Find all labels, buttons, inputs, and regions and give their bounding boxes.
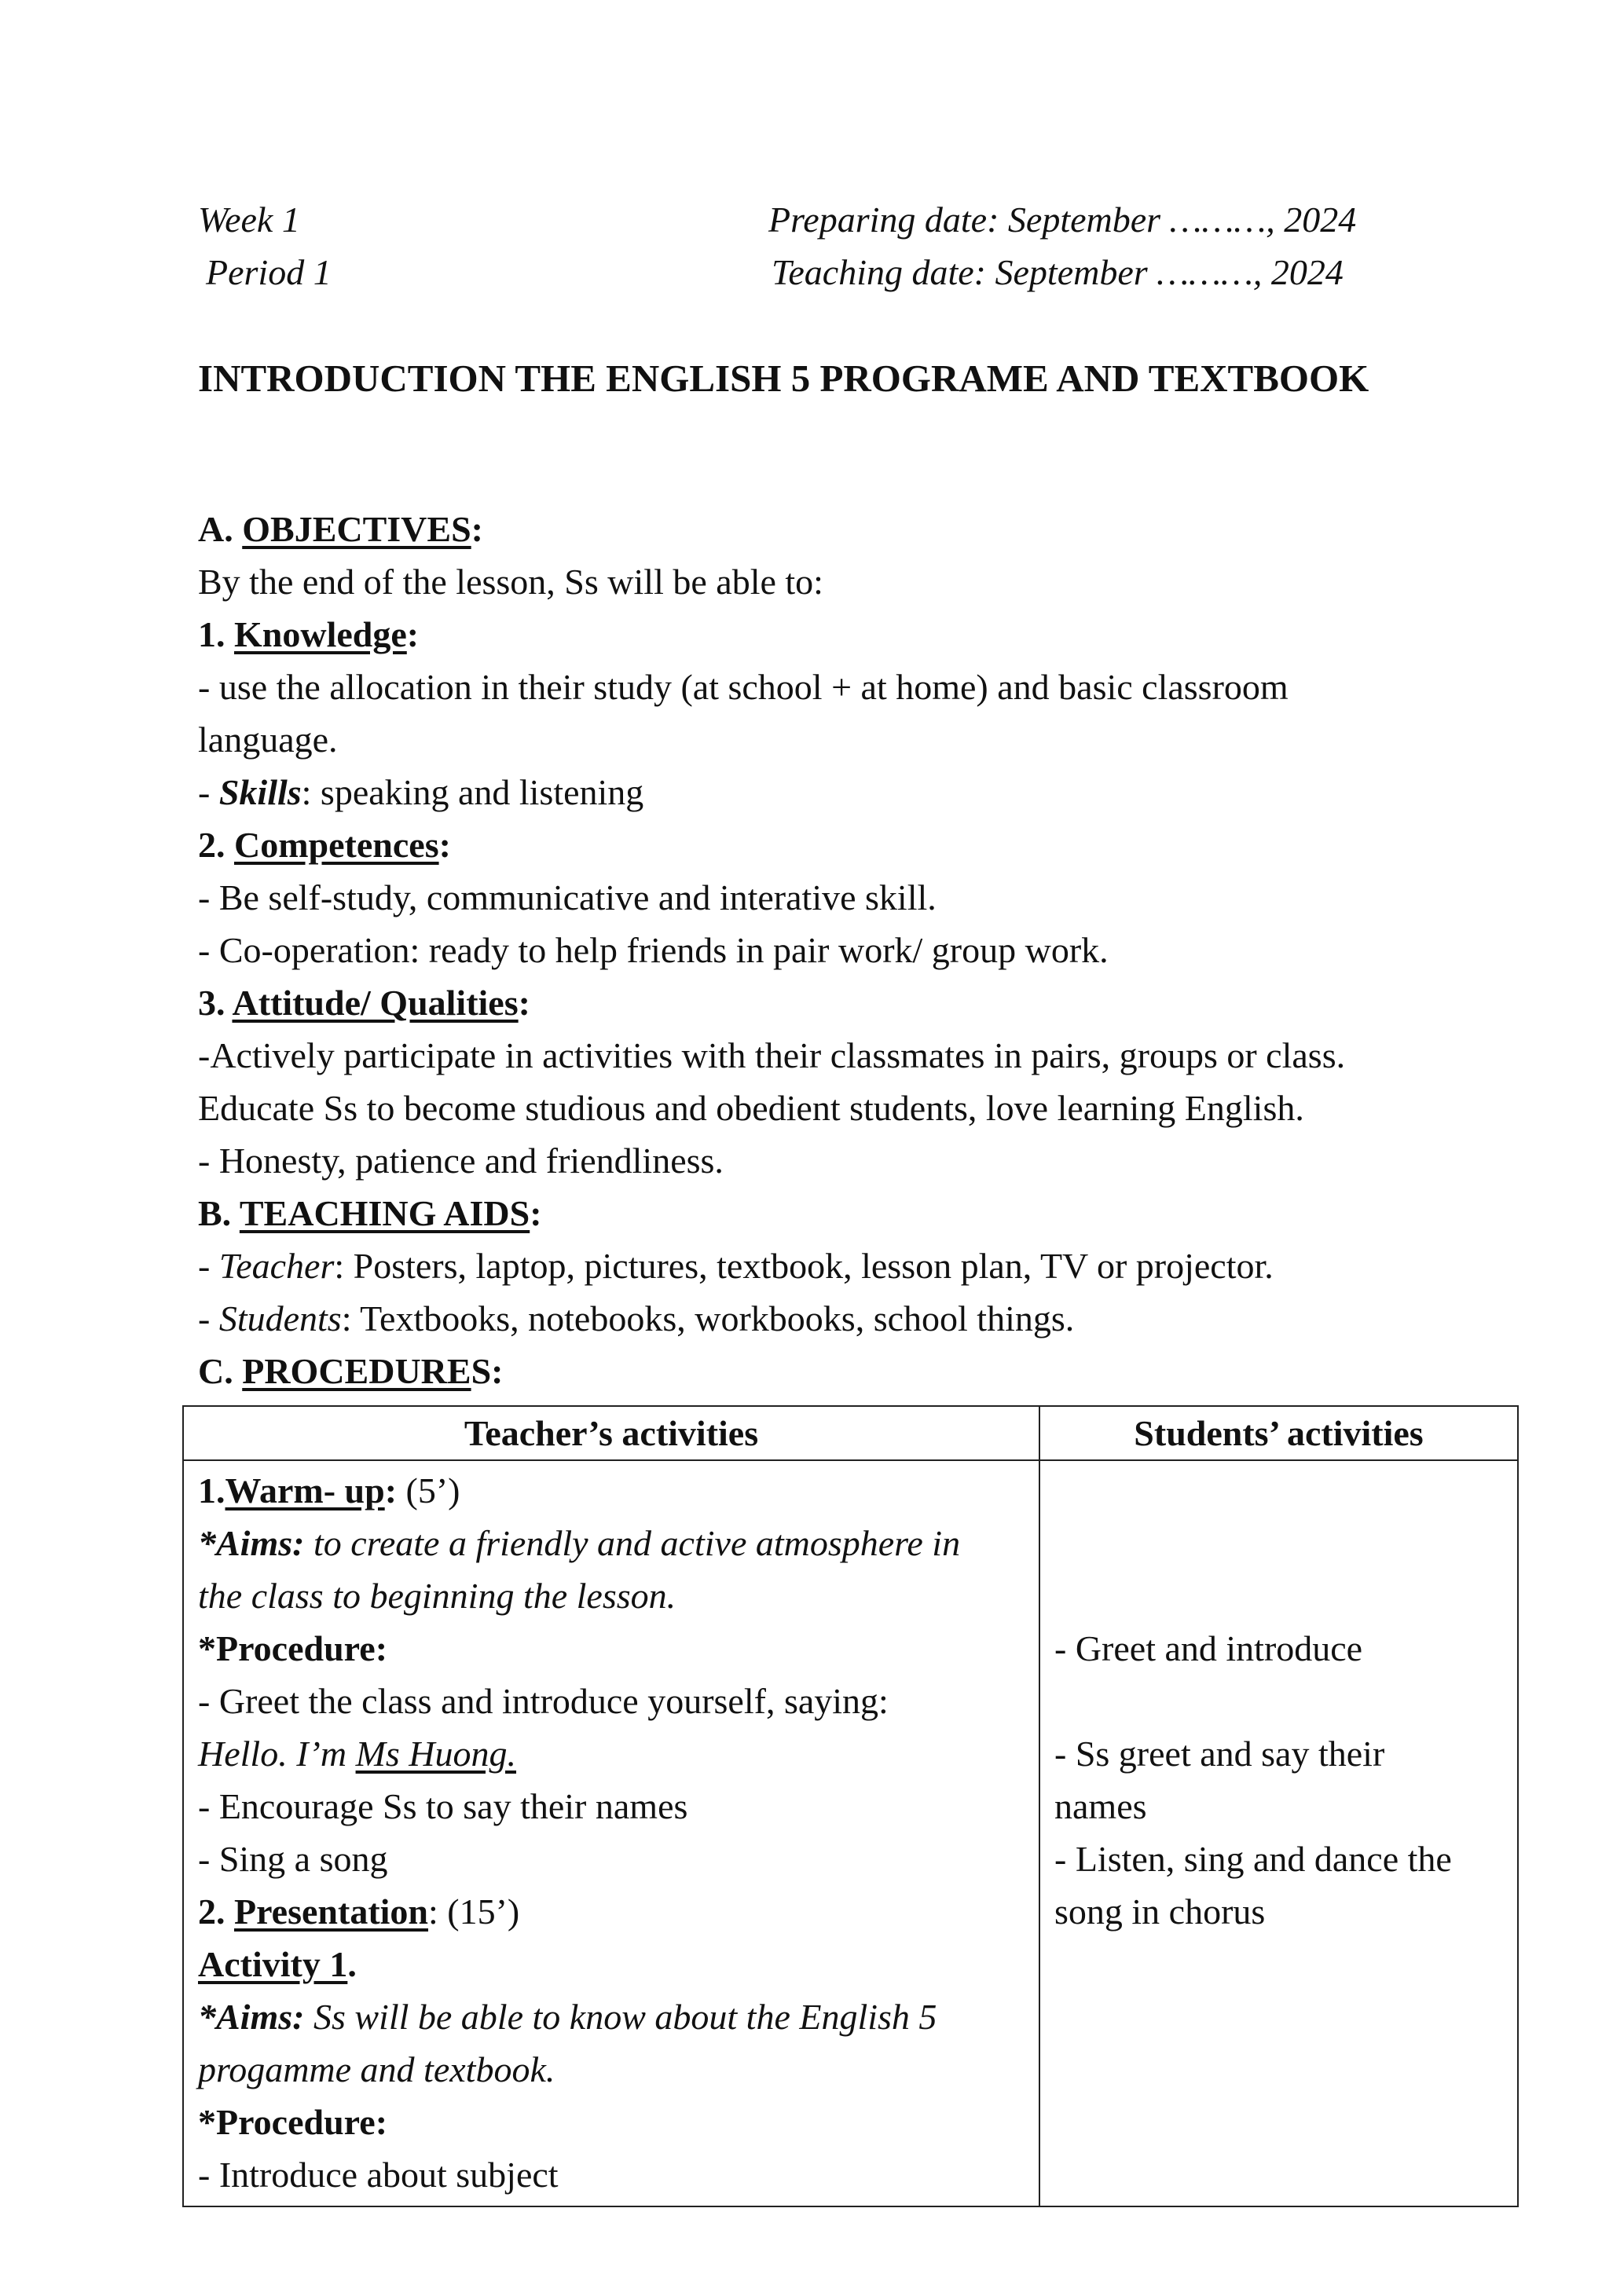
teaching-aids-teacher: - Teacher: Posters, laptop, pictures, textbook, lesson plan, TV or projector. — [198, 1246, 1274, 1286]
attitude-item: Educate Ss to become studious and obedient students, love learning English. — [198, 1088, 1304, 1128]
procedures-heading: C. PROCEDURES: — [198, 1351, 504, 1391]
students-activities-cell — [1039, 1460, 1518, 2206]
student-step: - Greet and introduce — [1054, 1628, 1363, 1668]
student-step: - Listen, sing and dance the — [1054, 1839, 1452, 1879]
knowledge-item: - use the allocation in their study (at school + at home) and basic classroom — [198, 667, 1289, 707]
objectives-heading: A. OBJECTIVES: — [198, 509, 483, 549]
document-title: INTRODUCTION THE ENGLISH 5 PROGRAME AND TEXTBOOK — [198, 357, 1369, 400]
procedure-label: *Procedure: — [198, 2102, 388, 2142]
activity-aims-cont: progamme and textbook. — [198, 2049, 555, 2089]
week-label: Week 1 — [198, 200, 300, 240]
competences-item: - Co-operation: ready to help friends in pair work/ group work. — [198, 930, 1109, 970]
student-step-cont: names — [1054, 1786, 1147, 1826]
teaching-date: Teaching date: September ………, 2024 — [772, 252, 1344, 292]
activity-aims: *Aims: Ss will be able to know about the English 5 — [198, 1997, 937, 2037]
warmup-aims: *Aims: to create a friendly and active atmosphere in — [198, 1523, 961, 1563]
skills-item: - Skills: speaking and listening — [198, 772, 644, 812]
teacher-greeting: Hello. I’m Ms Huong. — [198, 1734, 517, 1774]
warmup-heading: 1.Warm- up: (5’) — [198, 1470, 460, 1511]
presentation-heading: 2. Presentation: (15’) — [198, 1891, 520, 1932]
knowledge-item-cont: language. — [198, 720, 338, 760]
procedures-table — [182, 1405, 1519, 2207]
table-header-row — [183, 1406, 1518, 1460]
objectives-intro: By the end of the lesson, Ss will be able to: — [198, 562, 823, 602]
knowledge-heading: 1. Knowledge: — [198, 614, 420, 654]
attitude-item: - Honesty, patience and friendliness. — [198, 1141, 724, 1181]
lesson-body — [198, 503, 1487, 1397]
warmup-aims-cont: the class to beginning the lesson. — [198, 1576, 676, 1616]
competences-heading: 2. Competences: — [198, 825, 451, 865]
activity-heading: Activity 1. — [198, 1944, 357, 1984]
table-row — [183, 1460, 1518, 2206]
teaching-aids-students: - Students: Textbooks, notebooks, workbooks, school things. — [198, 1298, 1075, 1338]
preparing-date: Preparing date: September ………, 2024 — [768, 200, 1357, 240]
student-step-cont: song in chorus — [1054, 1891, 1266, 1932]
teaching-aids-heading: B. TEACHING AIDS: — [198, 1193, 542, 1233]
attitude-heading: 3. Attitude/ Qualities: — [198, 983, 530, 1023]
competences-item: - Be self-study, communicative and interative skill. — [198, 877, 937, 917]
teacher-step: - Introduce about subject — [198, 2155, 559, 2195]
procedure-label: *Procedure: — [198, 1628, 388, 1668]
attitude-item: -Actively participate in activities with their classmates in pairs, groups or class. — [198, 1035, 1346, 1075]
student-step: - Ss greet and say their — [1054, 1734, 1385, 1774]
period-label: Period 1 — [206, 252, 332, 292]
column-header-teacher: Teacher’s activities — [183, 1406, 1039, 1460]
teacher-step: - Greet the class and introduce yourself, saying: — [198, 1681, 889, 1721]
column-header-students: Students’ activities — [1039, 1406, 1518, 1460]
teacher-activities-cell — [183, 1460, 1039, 2206]
teacher-step: - Sing a song — [198, 1839, 388, 1879]
teacher-step: - Encourage Ss to say their names — [198, 1786, 688, 1826]
